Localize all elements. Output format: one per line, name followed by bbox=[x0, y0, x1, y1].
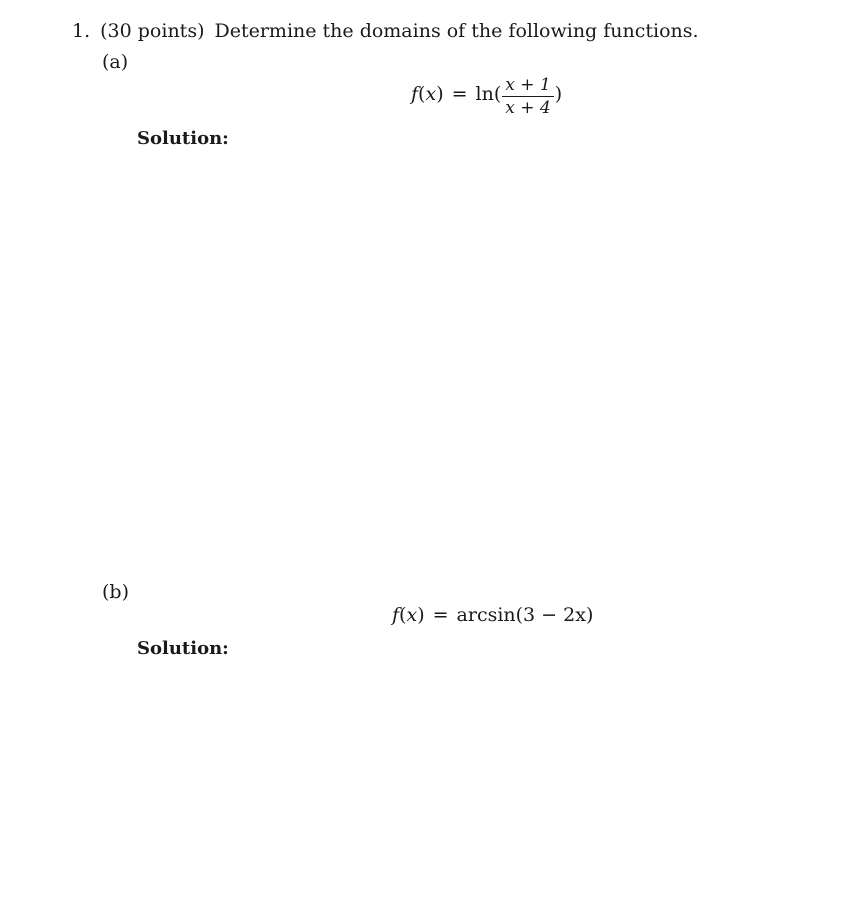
part-b-lhs: f(x) bbox=[392, 604, 425, 626]
part-b-solution-label: Solution: bbox=[137, 638, 229, 659]
problem-number: 1. bbox=[72, 20, 91, 42]
part-a-denominator: x + 4 bbox=[505, 98, 551, 119]
part-a-numerator: x + 1 bbox=[505, 75, 551, 95]
problem-instruction: Determine the domains of the following functions. bbox=[214, 20, 699, 42]
part-a-solution-label: Solution: bbox=[137, 128, 229, 149]
part-b-rhs: arcsin(3 − 2x) bbox=[456, 604, 594, 626]
problem-statement bbox=[72, 18, 699, 44]
part-b-equals: = bbox=[432, 604, 449, 626]
part-b-formula bbox=[392, 602, 593, 628]
part-a-fraction bbox=[502, 75, 553, 118]
problem-points: (30 points) bbox=[100, 20, 205, 42]
part-b-label: (b) bbox=[102, 581, 129, 603]
part-a-lhs: f(x) bbox=[411, 82, 444, 105]
part-a-formula bbox=[411, 72, 563, 119]
part-a-func: ln( bbox=[475, 82, 502, 105]
part-a-close: ) bbox=[554, 82, 563, 105]
part-a-equals: = bbox=[451, 82, 468, 105]
part-a-label: (a) bbox=[102, 51, 129, 73]
